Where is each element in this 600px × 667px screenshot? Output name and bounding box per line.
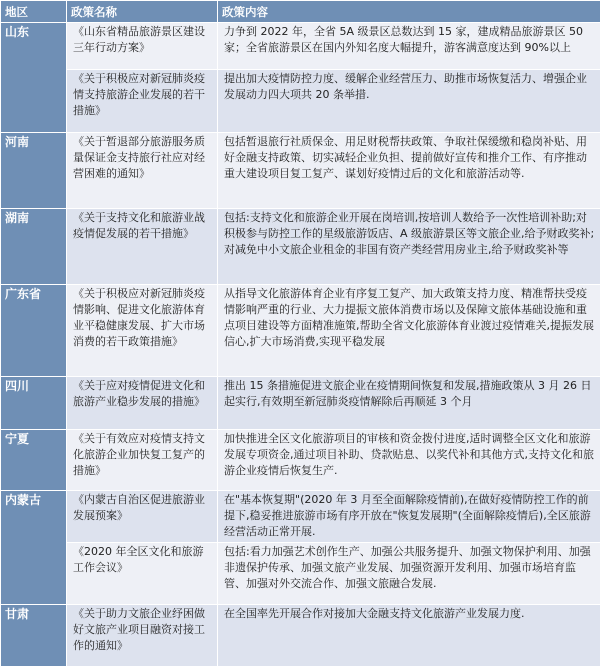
table-row: [1, 285, 600, 377]
policy-content-cell: 从指导文化旅游体育企业有序复工复产、加大政策支持力度、精准帮扶受疫情影响严重的行业、大力提振文旅体消费市场以及保障文旅体基础设施和重点项目建设等方面精准施策,帮助全省文化旅游体育业渡过疫情难关,提振发展信心,扩大市场消费,实现平稳发展: [218, 285, 600, 377]
policy-content-cell: 加快推进全区文化旅游项目的审核和资金拨付进度,适时调整全区文化和旅游发展专项资金,通过项目补助、贷款贴息、以奖代补和其他方式,支持文化和旅游企业疫情后恢复生产.: [218, 430, 600, 491]
region-cell: 宁夏: [1, 430, 67, 491]
policy-name-cell: 《2020 年全区文化和旅游工作会议》: [67, 543, 218, 605]
region-cell: 四川: [1, 377, 67, 430]
policy-name-cell: 《关于暂退部分旅游服务质量保证金支持旅行社应对经营困难的通知》: [67, 133, 218, 209]
table-row: [1, 605, 600, 667]
policy-content-cell: 力争到 2022 年，全省 5A 级景区总数达到 15 家，建成精品旅游景区 50 家；全省旅游景区在国内外知名度大幅提升，游客满意度达到 90%以上: [218, 23, 600, 70]
policy-content-cell: 提出加大疫情防控力度、缓解企业经营压力、助推市场恢复活力、增强企业发展动力四大项共 20 条举措.: [218, 70, 600, 133]
policy-name-cell: 《关于积极应对新冠肺炎疫情支持旅游企业发展的若干措施》: [67, 70, 218, 133]
header-policy-content: 政策内容: [218, 1, 600, 23]
header-policy-name: 政策名称: [67, 1, 218, 23]
region-cell: 湖南: [1, 209, 67, 285]
policy-content-cell: 包括暂退旅行社质保金、用足财税帮扶政策、争取社保缓缴和稳岗补贴、用好金融支持政策、切实减轻企业负担、提前做好宣传和推介工作、有序推动重大建设项目复工复产、谋划好疫情过后的文化和旅游活动等.: [218, 133, 600, 209]
policy-name-cell: 《关于积极应对新冠肺炎疫情影响、促进文化旅游体育业平稳健康发展、扩大市场消费的若干政策措施》: [67, 285, 218, 377]
table-row: [1, 430, 600, 491]
table-row: [1, 23, 600, 70]
policy-name-cell: 《关于应对疫情促进文化和旅游产业稳步发展的措施》: [67, 377, 218, 430]
policy-name-cell: 《关于有效应对疫情支持文化旅游企业加快复工复产的措施》: [67, 430, 218, 491]
policy-content-cell: 在全国率先开展合作对接加大金融支持文化旅游产业发展力度.: [218, 605, 600, 667]
table-row: [1, 543, 600, 605]
policy-name-cell: 《关于支持文化和旅游业战疫情促发展的若干措施》: [67, 209, 218, 285]
policy-name-cell: 《山东省精品旅游景区建设三年行动方案》: [67, 23, 218, 70]
policy-name-cell: 《内蒙古自治区促进旅游业发展预案》: [67, 491, 218, 543]
region-cell: 内蒙古: [1, 491, 67, 605]
policy-content-cell: 包括:支持文化和旅游企业开展在岗培训,按培训人数给予一次性培训补助;对积极参与防控工作的星级旅游饭店、A 级旅游景区等文旅企业,给予财政奖补;对减免中小文旅企业租金的非国有资产类经营用房业主,给予财政奖补等: [218, 209, 600, 285]
region-cell: 河南: [1, 133, 67, 209]
table-row: [1, 377, 600, 430]
header-region: 地区: [1, 1, 67, 23]
policy-content-cell: 包括:看力加强艺术创作生产、加强公共服务提升、加强文物保护利用、加强非遗保护传承、加强文旅产业发展、加强资源开发利用、加强市场培育监管、加强对外交流合作、加强文旅融合发展.: [218, 543, 600, 605]
policy-name-cell: 《关于助力文旅企业纾困做好文旅产业项目融资对接工作的通知》: [67, 605, 218, 667]
table-row: [1, 133, 600, 209]
table-row: [1, 209, 600, 285]
table-header-row: [1, 1, 600, 23]
region-cell: 广东省: [1, 285, 67, 377]
region-cell: 山东: [1, 23, 67, 133]
policy-content-cell: 推出 15 条措施促进文旅企业在疫情期间恢复和发展,措施政策从 3 月 26 日起实行,有效期至新冠肺炎疫情解除后再顺延 3 个月: [218, 377, 600, 430]
table-row: [1, 491, 600, 543]
policy-content-cell: 在"基本恢复期"(2020 年 3 月至全面解除疫情前),在做好疫情防控工作的前提下,稳妥推进旅游市场有序开放在"恢复发展期"(全面解除疫情后),全区旅游经营活动正常开展.: [218, 491, 600, 543]
table-row: [1, 70, 600, 133]
region-cell: 甘肃: [1, 605, 67, 667]
